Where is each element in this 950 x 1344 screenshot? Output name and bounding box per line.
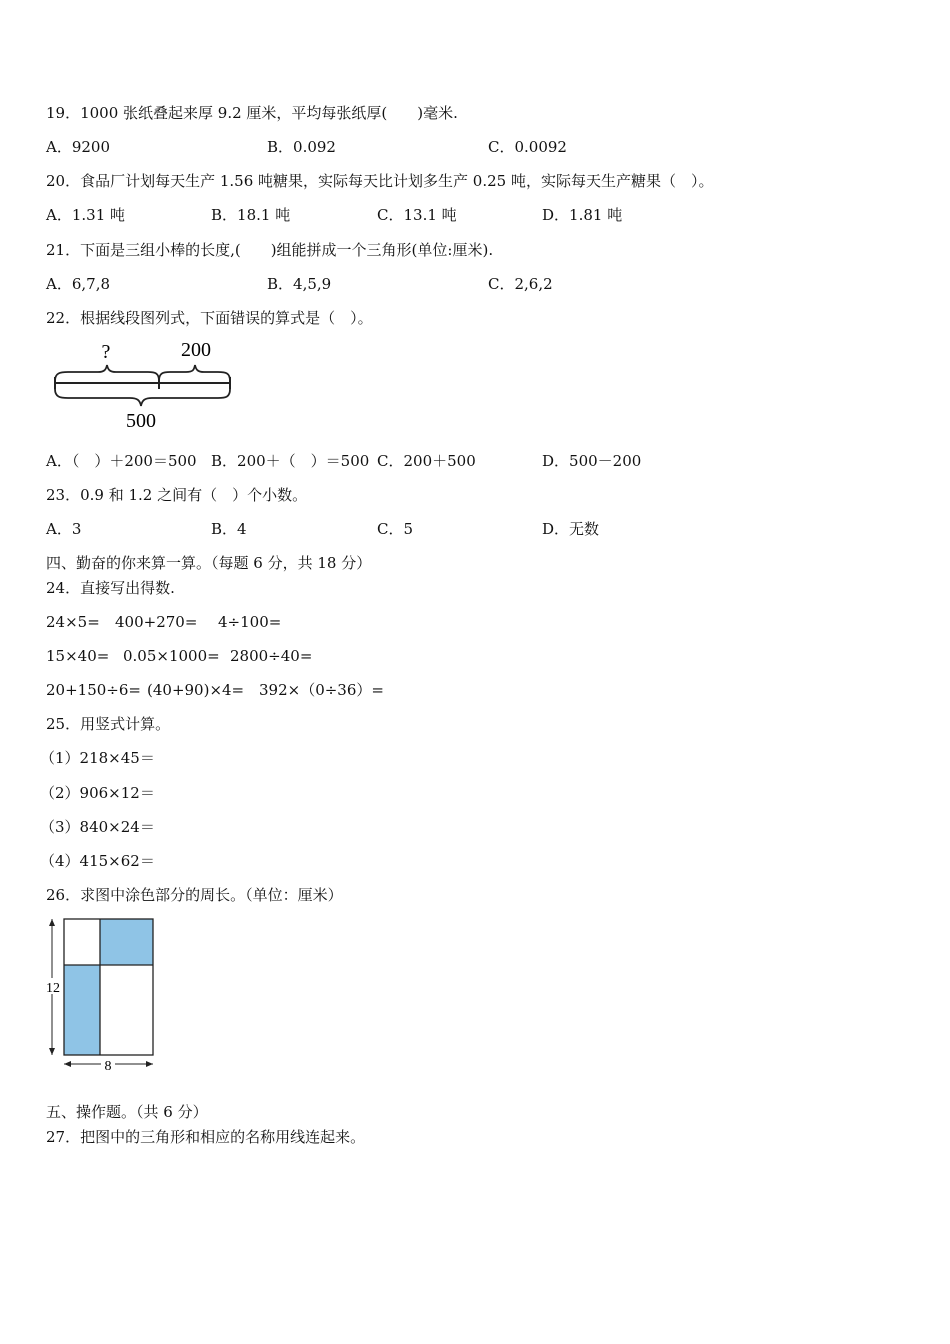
section-4-heading: 四、勤奋的你来算一算。（每题 6 分，共 18 分） (46, 554, 372, 572)
q21-stem: 21．下面是三组小棒的长度,( )组能拼成一个三角形(单位:厘米). (46, 241, 494, 259)
q26-height-arrow-top (49, 919, 55, 926)
section-5-heading: 五、操作题。（共 6 分） (46, 1103, 208, 1121)
q22-options (46, 451, 906, 471)
q25-item-2: （2）906×12＝ (40, 784, 155, 802)
q24-expr: 400+270= (115, 613, 198, 631)
q22-part-label: 200 (181, 339, 211, 361)
q20-stem: 20．食品厂计划每天生产 1.56 吨糖果，实际每天比计划多生产 0.25 吨，实际每天生产糖果（ ）。 (46, 172, 714, 190)
q19-options (46, 137, 906, 157)
q22-option-a: A．（ ）＋200＝500 (46, 452, 197, 470)
q20-option-d: D．1.81 吨 (542, 206, 623, 224)
q24-row-2 (46, 646, 906, 666)
q19-option-b: B．0.092 (267, 138, 336, 156)
q20-option-a: A．1.31 吨 (46, 206, 125, 224)
q25-stem: 25．用竖式计算。 (46, 715, 171, 733)
q26-width-arrow-right (146, 1061, 153, 1067)
q22-option-c: C．200＋500 (377, 452, 476, 470)
q21-options (46, 274, 906, 294)
q21-option-c: C．2,6,2 (488, 275, 553, 293)
q24-expr: 15×40= (46, 647, 110, 665)
q24-row-1 (46, 612, 906, 632)
q21-option-a: A．6,7,8 (46, 275, 110, 293)
q25-item-4: （4）415×62＝ (40, 852, 155, 870)
q24-expr: 2800÷40= (230, 647, 313, 665)
q23-option-d: D．无数 (542, 520, 600, 538)
q24-expr: 392×（0÷36）= (259, 681, 384, 699)
q22-stem: 22．根据线段图列式，下面错误的算式是（ ）。 (46, 309, 373, 327)
q22-brace-total (55, 389, 230, 406)
q20-option-b: B．18.1 吨 (211, 206, 291, 224)
q26-height-arrow-bottom (49, 1048, 55, 1055)
q22-option-b: B．200＋（ ）＝500 (211, 452, 370, 470)
q26-width-arrow-left (64, 1061, 71, 1067)
q24-expr: 24×5= (46, 613, 100, 631)
q26-shaded-top-right (100, 919, 153, 965)
q23-option-c: C．5 (377, 520, 414, 538)
q25-item-1: （1）218×45＝ (40, 749, 155, 767)
q26-shaded-bottom-left (64, 965, 100, 1055)
q23-option-b: B．4 (211, 520, 247, 538)
q26-shaded-figure (40, 912, 165, 1077)
q23-stem: 23．0.9 和 1.2 之间有（ ）个小数。 (46, 486, 308, 504)
q22-brace-part (159, 365, 230, 381)
q24-expr: (40+90)×4= (147, 681, 245, 699)
q19-stem: 19．1000 张纸叠起来厚 9.2 厘米，平均每张纸厚( )毫米. (46, 104, 458, 122)
q27-stem: 27．把图中的三角形和相应的名称用线连起来。 (46, 1128, 366, 1146)
q20-options (46, 205, 906, 225)
q19-option-c: C．0.0092 (488, 138, 567, 156)
q26-width-label: 8 (104, 1059, 112, 1074)
q26-stem: 26．求图中涂色部分的周长。（单位：厘米） (46, 886, 343, 904)
q22-brace-unknown (55, 365, 159, 381)
q25-item-3: （3）840×24＝ (40, 818, 155, 836)
q22-option-d: D．500－200 (542, 452, 642, 470)
q20-option-c: C．13.1 吨 (377, 206, 457, 224)
q22-unknown-label: ? (101, 341, 111, 363)
q23-option-a: A．3 (46, 520, 82, 538)
q24-expr: 4÷100= (218, 613, 282, 631)
q24-stem: 24．直接写出得数. (46, 579, 175, 597)
q24-expr: 0.05×1000= (123, 647, 220, 665)
q21-option-b: B．4,5,9 (267, 275, 332, 293)
q24-expr: 20+150÷6= (46, 681, 141, 699)
q23-options (46, 519, 906, 539)
q22-segment-diagram (46, 336, 246, 436)
q24-row-3 (46, 680, 906, 700)
q26-height-label: 12 (46, 981, 60, 996)
q22-total-label: 500 (126, 410, 156, 432)
q19-option-a: A．9200 (46, 138, 111, 156)
